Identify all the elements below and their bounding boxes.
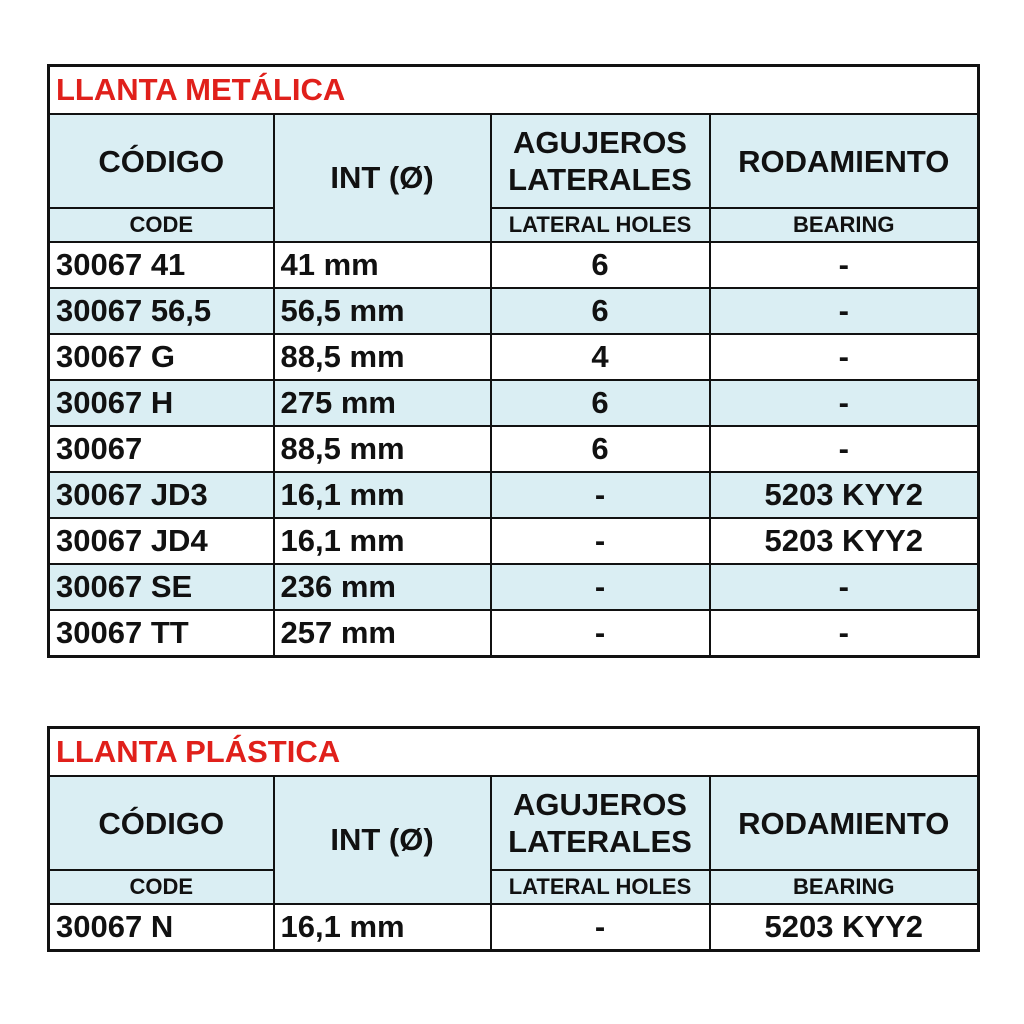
row-holes: 6 — [491, 380, 710, 426]
metal-subheader-bearing: BEARING — [710, 208, 979, 242]
row-int: 257 mm — [274, 610, 491, 657]
row-int: 16,1 mm — [274, 518, 491, 564]
row-code: 30067 H — [49, 380, 274, 426]
plastic-header-bearing: RODAMIENTO — [710, 776, 979, 870]
row-int: 41 mm — [274, 242, 491, 288]
row-holes: - — [491, 610, 710, 657]
metal-rim-table — [47, 64, 980, 658]
row-holes: 6 — [491, 426, 710, 472]
row-holes: 6 — [491, 242, 710, 288]
row-bearing: 5203 KYY2 — [710, 472, 979, 518]
plastic-header-int: INT (Ø) — [274, 776, 491, 904]
row-bearing: - — [710, 288, 979, 334]
plastic-header-holes-line2: LATERALES — [508, 824, 692, 859]
row-code: 30067 N — [49, 904, 274, 951]
plastic-subheader-holes: LATERAL HOLES — [491, 870, 710, 904]
row-code: 30067 41 — [49, 242, 274, 288]
row-bearing: - — [710, 242, 979, 288]
row-int: 56,5 mm — [274, 288, 491, 334]
metal-table-title: LLANTA METÁLICA — [49, 66, 979, 115]
row-bearing: 5203 KYY2 — [710, 518, 979, 564]
table-row — [49, 242, 979, 288]
metal-header-code: CÓDIGO — [49, 114, 274, 208]
row-code: 30067 G — [49, 334, 274, 380]
table-row — [49, 518, 979, 564]
table-row — [49, 288, 979, 334]
metal-header-holes-line1: AGUJEROS — [513, 125, 687, 160]
row-holes: - — [491, 564, 710, 610]
row-int: 88,5 mm — [274, 334, 491, 380]
table-row — [49, 610, 979, 657]
row-bearing: - — [710, 334, 979, 380]
row-int: 16,1 mm — [274, 904, 491, 951]
row-code: 30067 — [49, 426, 274, 472]
row-int: 236 mm — [274, 564, 491, 610]
row-code: 30067 JD3 — [49, 472, 274, 518]
row-int: 275 mm — [274, 380, 491, 426]
row-bearing: 5203 KYY2 — [710, 904, 979, 951]
table-row — [49, 380, 979, 426]
metal-header-holes — [491, 114, 710, 208]
row-holes: - — [491, 472, 710, 518]
row-holes: 4 — [491, 334, 710, 380]
row-code: 30067 TT — [49, 610, 274, 657]
metal-header-holes-line2: LATERALES — [508, 162, 692, 197]
plastic-subheader-bearing: BEARING — [710, 870, 979, 904]
row-int: 16,1 mm — [274, 472, 491, 518]
row-code: 30067 SE — [49, 564, 274, 610]
plastic-header-holes-line1: AGUJEROS — [513, 787, 687, 822]
metal-header-bearing: RODAMIENTO — [710, 114, 979, 208]
row-holes: - — [491, 904, 710, 951]
metal-subheader-holes: LATERAL HOLES — [491, 208, 710, 242]
table-row — [49, 904, 979, 951]
plastic-rim-table — [47, 726, 980, 952]
table-row — [49, 334, 979, 380]
row-code: 30067 JD4 — [49, 518, 274, 564]
row-bearing: - — [710, 380, 979, 426]
metal-header-int: INT (Ø) — [274, 114, 491, 242]
table-row — [49, 564, 979, 610]
row-holes: - — [491, 518, 710, 564]
plastic-subheader-code: CODE — [49, 870, 274, 904]
plastic-table-title: LLANTA PLÁSTICA — [49, 728, 979, 777]
row-holes: 6 — [491, 288, 710, 334]
table-row — [49, 472, 979, 518]
plastic-header-holes — [491, 776, 710, 870]
row-bearing: - — [710, 610, 979, 657]
row-bearing: - — [710, 564, 979, 610]
table-row — [49, 426, 979, 472]
metal-subheader-code: CODE — [49, 208, 274, 242]
plastic-header-code: CÓDIGO — [49, 776, 274, 870]
row-int: 88,5 mm — [274, 426, 491, 472]
row-code: 30067 56,5 — [49, 288, 274, 334]
row-bearing: - — [710, 426, 979, 472]
